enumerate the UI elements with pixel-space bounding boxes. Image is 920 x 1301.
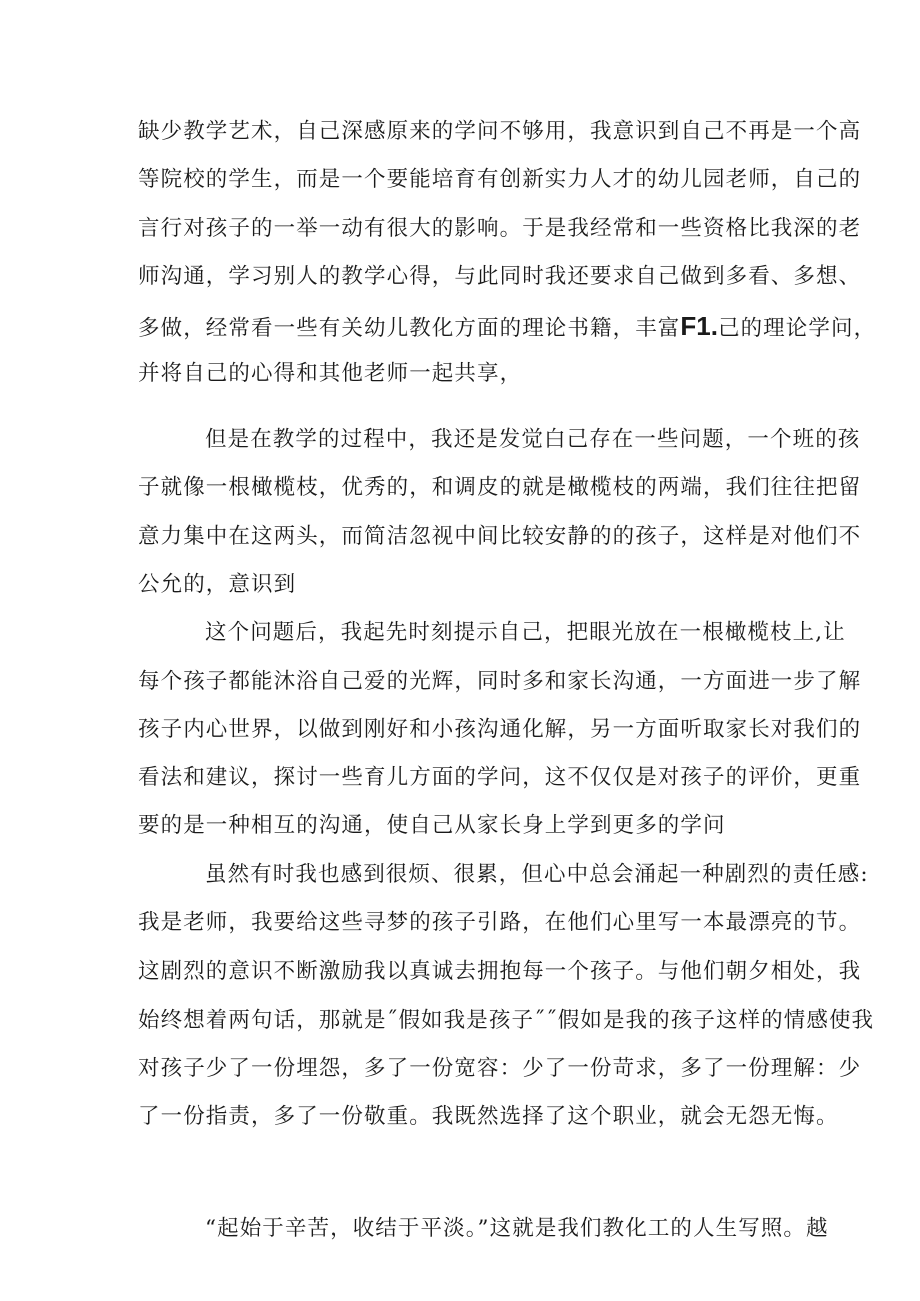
paragraph-5-line-1: “起始于辛苦，收结于平淡。”这就是我们教化工的人生写照。越 bbox=[205, 1216, 829, 1241]
paragraph-3-line-5: 要的是一种相互的沟通，使自己从家长身上学到更多的学问 bbox=[138, 813, 726, 838]
paragraph-4-line-2: 我是老师，我要给这些寻梦的孩子引路，在他们心里写一本最漂亮的节。 bbox=[138, 910, 862, 935]
paragraph-4-line-1-text: 虽然有时我也感到很烦、很累，但心中总会涌起一种剧烈的责任感 bbox=[205, 862, 861, 887]
paragraph-3-line-3: 孩子内心世界，以做到刚好和小孩沟通化解，另一方面听取家长对我们的 bbox=[138, 717, 862, 742]
paragraph-1-line-2: 等院校的学生，而是一个要能培育有创新实力人才的幼儿园老师，自己的 bbox=[138, 167, 862, 192]
paragraph-1-line-3: 言行对孩子的一举一动有很大的影响。于是我经常和一些资格比我深的老 bbox=[138, 216, 862, 241]
paragraph-2-line-3: 意力集中在这两头，而简洁忽视中间比较安静的的孩子，这样是对他们不 bbox=[138, 524, 862, 549]
paragraph-2-line-4: 公允的，意识到 bbox=[138, 572, 297, 597]
paragraph-3-line-1: 这个问题后，我起先时刻提示自己，把眼光放在一根橄榄枝上,让 bbox=[205, 620, 846, 645]
paragraph-3-line-4: 看法和建议，探讨一些育儿方面的学问，这不仅仅是对孩子的评价，更重 bbox=[138, 765, 862, 790]
paragraph-4-line-1 bbox=[0, 855, 920, 895]
paragraph-4-line-6: 了一份指责，多了一份敬重。我既然选择了这个职业，就会无怨无悔。 bbox=[138, 1104, 839, 1129]
paragraph-3-line-2: 每个孩子都能沐浴自己爱的光辉，同时多和家长沟通，一方面进一步了解 bbox=[138, 669, 862, 694]
paragraph-1-line-5-tail: 己的理论学问， bbox=[717, 316, 877, 341]
paragraph-4-line-5: 对孩子少了一份埋怨，多了一份宽容：少了一份苛求，多了一份理解：少 bbox=[138, 1056, 862, 1081]
paragraph-1-line-5 bbox=[0, 306, 920, 346]
paragraph-2-line-2: 子就像一根橄榄枝，优秀的，和调皮的就是橄榄枝的两端，我们往往把留 bbox=[138, 475, 862, 500]
paragraph-1-line-1: 缺少教学艺术，自己深感原来的学问不够用，我意识到自己不再是一个高 bbox=[138, 119, 862, 144]
paragraph-4-line-1-end-mark: : bbox=[860, 862, 869, 887]
paragraph-1-line-5-head: 多做，经常看一些有关幼儿教化方面的理论书籍，丰富 bbox=[138, 316, 681, 341]
paragraph-4-line-4: 始终想着两句话，那就是˝假如我是孩子˝˝假如是我的孩子这样的情感使我 bbox=[138, 1008, 875, 1033]
paragraph-4-line-3: 这剧烈的意识不断激励我以真诚去拥抱每一个孩子。与他们朝夕相处，我 bbox=[138, 959, 862, 984]
ocr-artifact-mark: F1. bbox=[680, 311, 718, 341]
paragraph-2-line-1: 但是在教学的过程中，我还是发觉白己存在一些问题，一个班的孩 bbox=[205, 427, 861, 452]
paragraph-1-line-6: 并将自己的心得和其他老师一起共享， bbox=[138, 361, 523, 386]
paragraph-1-line-4: 师沟通，学习别人的教学心得，与此同时我还要求自己做到多看、多想、 bbox=[138, 264, 862, 289]
